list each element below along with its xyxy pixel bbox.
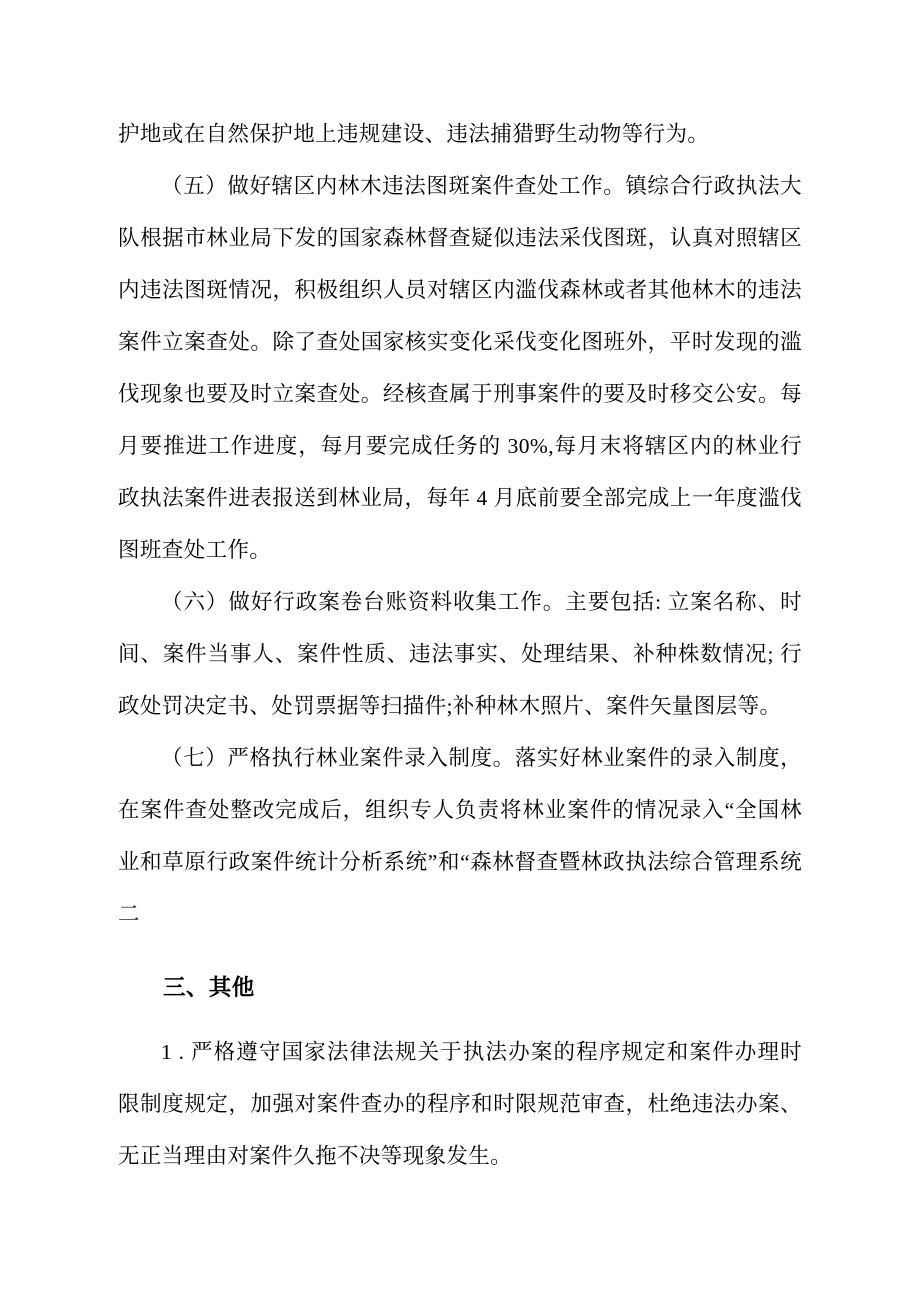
paragraph-item-one: 1 . 严格遵守国家法律法规关于执法办案的程序规定和案件办理时限制度规定，加强对案件查办的程序和时限规范审查，杜绝违法办案、无正当理由对案件久拖不决等现象发生。 bbox=[118, 1040, 802, 1168]
heading-spacer bbox=[118, 940, 802, 962]
paragraph-item-five: （五）做好辖区内林木违法图斑案件查处工作。镇综合行政执法大队根据市林业局下发的国家森林督查疑似违法采伐图斑，认真对照辖区内违法图斑情况，积极组织人员对辖区内滥伐森林或者其他林木的违法案件立案查处。除了查处国家核实变化采伐变化图班外，平时发现的滥伐现象也要及时立案查处。经核查属于刑事案件的要及时移交公安。每月要推进工作进度，每月要完成任务的 30%,每月末将辖区内的林业行政执法案件进表报送到林业局，每年 4 月底前要全部完成上一年度滥伐图班查处工作。 bbox=[118, 174, 802, 562]
paragraph-item-seven: （七）严格执行林业案件录入制度。落实好林业案件的录入制度，在案件查处整改完成后，组织专人负责将林业案件的情况录入“全国林业和草原行政案件统计分析系统”和“森林督查暨林政执法综合管理系统二 bbox=[118, 746, 802, 926]
paragraph-continuation-protected-area: 护地或在自然保护地上违规建设、违法捕猎野生动物等行为。 bbox=[118, 122, 710, 146]
section-heading-other: 三、其他 bbox=[163, 975, 255, 1000]
document-body bbox=[118, 108, 802, 1182]
post-heading-spacer bbox=[118, 1014, 802, 1026]
paragraph-item-six: （六）做好行政案卷台账资料收集工作。主要包括: 立案名称、时间、案件当事人、案件性质、违法事实、处理结果、补种株数情况; 行政处罚决定书、处罚票据等扫描件;补种林木照片、案件矢量图层等。 bbox=[118, 590, 802, 718]
